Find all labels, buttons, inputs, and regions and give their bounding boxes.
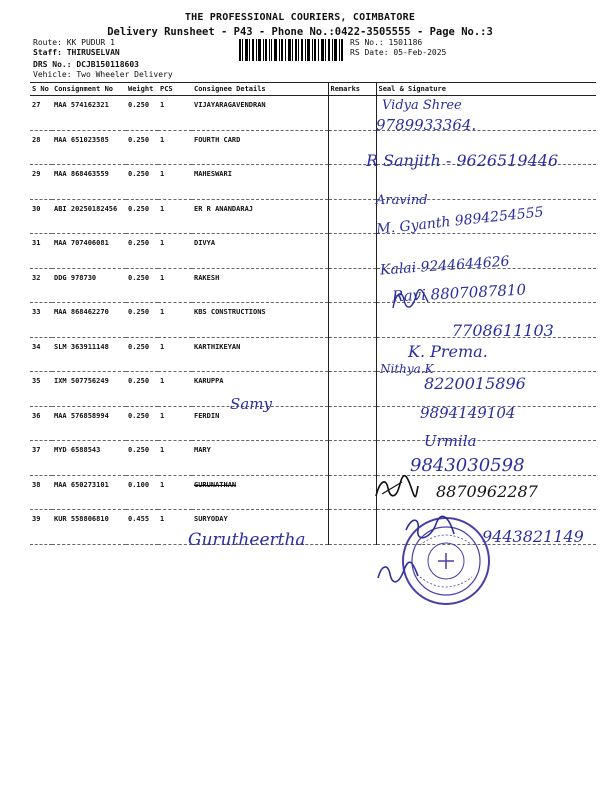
pcs-cell: 1 <box>158 199 192 234</box>
table-row <box>30 96 596 131</box>
handwriting-row38: Gurutheertha <box>188 530 306 550</box>
staff-label: Staff: THIRUSELVAN <box>33 48 120 57</box>
table-header-row <box>30 83 596 96</box>
sno-cell: 29 <box>30 165 52 200</box>
handwriting-row30-name: Aravind <box>376 193 428 208</box>
weight-cell: 0.250 <box>126 165 158 200</box>
rs-date: RS Date: 05-Feb-2025 <box>350 48 447 57</box>
remarks-cell <box>328 96 376 131</box>
sno-cell: 34 <box>30 337 52 372</box>
handwriting-row37-phone: 9843030598 <box>410 455 525 476</box>
consignment-cell: ABI 20250182456 <box>52 199 126 234</box>
col-sno: S No <box>30 83 52 96</box>
pcs-cell: 1 <box>158 130 192 165</box>
consignment-cell: MAA 868463559 <box>52 165 126 200</box>
handwriting-row32: Ravi 8807087810 <box>391 280 527 306</box>
weight-cell: 0.250 <box>126 372 158 407</box>
consignment-cell: SLM 363911148 <box>52 337 126 372</box>
col-pcs: PCS <box>158 83 192 96</box>
handwriting-row34-name: K. Prema. <box>408 342 488 361</box>
consignment-cell: MAA 651023585 <box>52 130 126 165</box>
consignee-cell: KARTHIKEYAN <box>192 337 328 372</box>
handwriting-row31: Kalai 9244644626 <box>379 253 511 279</box>
col-consignee: Consignee Details <box>192 83 328 96</box>
handwriting-row35-samy: Samy <box>230 395 272 413</box>
consignment-cell: MYD 6588543 <box>52 441 126 476</box>
consignment-cell: MAA 576858994 <box>52 406 126 441</box>
weight-cell: 0.250 <box>126 337 158 372</box>
consignment-cell: MAA 650273101 <box>52 475 126 510</box>
handwriting-row35: 9894149104 <box>420 404 516 422</box>
rs-number: RS No.: 1501186 <box>350 38 423 47</box>
remarks-cell <box>328 406 376 441</box>
weight-cell: 0.250 <box>126 406 158 441</box>
pcs-cell: 1 <box>158 337 192 372</box>
handwriting-row34-signer: Nithya.K <box>380 362 434 376</box>
weight-cell: 0.250 <box>126 199 158 234</box>
col-weight: Weight <box>126 83 158 96</box>
weight-cell: 0.250 <box>126 268 158 303</box>
route-label: Route: KK PUDUR 1 <box>33 38 115 47</box>
consignee-cell: FOURTH CARD <box>192 130 328 165</box>
consignment-cell: DDG 978730 <box>52 268 126 303</box>
consignee-cell: MAHESWARI <box>192 165 328 200</box>
vehicle-label: Vehicle: Two Wheeler Delivery <box>33 70 173 79</box>
table-row <box>30 337 596 372</box>
pcs-cell: 1 <box>158 234 192 269</box>
remarks-cell <box>328 372 376 407</box>
remarks-cell <box>328 268 376 303</box>
runsheet-subtitle: Delivery Runsheet - P43 - Phone No.:0422-3505555 - Page No.:3 <box>107 26 493 38</box>
consignee-cell: MARY <box>192 441 328 476</box>
handwriting-row33: 7708611103 <box>452 321 554 340</box>
pcs-cell: 1 <box>158 441 192 476</box>
remarks-cell <box>328 510 376 545</box>
sno-cell: 32 <box>30 268 52 303</box>
col-consignment: Consignment No <box>52 83 126 96</box>
consignee-cell: FERDIN <box>192 406 328 441</box>
handwriting-row34-phone: 8220015896 <box>424 374 526 393</box>
signature-scribble-row37 <box>372 474 420 502</box>
table-row <box>30 234 596 269</box>
weight-cell: 0.250 <box>126 130 158 165</box>
consignment-cell: MAA 868462270 <box>52 303 126 338</box>
consignee-cell: RAKESH <box>192 268 328 303</box>
remarks-cell <box>328 337 376 372</box>
handwriting-row37-phone2: 8870962287 <box>436 482 538 501</box>
pcs-cell: 1 <box>158 406 192 441</box>
handwriting-row27-name: Vidya Shree <box>382 98 462 113</box>
handwriting-row30-phone: M. Gyanth 9894254555 <box>375 204 545 238</box>
consignment-cell: KUR 558806810 <box>52 510 126 545</box>
barcode-image <box>238 39 344 61</box>
handwriting-row36: Urmila <box>424 432 477 450</box>
sno-cell: 28 <box>30 130 52 165</box>
sno-cell: 35 <box>30 372 52 407</box>
signature-scribble-row38 <box>372 512 492 592</box>
pcs-cell: 1 <box>158 268 192 303</box>
remarks-cell <box>328 475 376 510</box>
consignee-cell: GURUNATHAN <box>192 475 328 510</box>
weight-cell: 0.250 <box>126 303 158 338</box>
sno-cell: 39 <box>30 510 52 545</box>
sno-cell: 36 <box>30 406 52 441</box>
pcs-cell: 1 <box>158 303 192 338</box>
consignee-cell: ER R ANANDARAJ <box>192 199 328 234</box>
sno-cell: 30 <box>30 199 52 234</box>
pcs-cell: 1 <box>158 96 192 131</box>
sno-cell: 31 <box>30 234 52 269</box>
consignment-cell: MAA 574162321 <box>52 96 126 131</box>
weight-cell: 0.100 <box>126 475 158 510</box>
consignee-cell: DIVYA <box>192 234 328 269</box>
handwriting-row28: R Sanjith - 9626519446 <box>366 151 559 170</box>
weight-cell: 0.250 <box>126 96 158 131</box>
remarks-cell <box>328 441 376 476</box>
consignee-cell: SURYODAY <box>192 510 328 545</box>
sno-cell: 27 <box>30 96 52 131</box>
pcs-cell: 1 <box>158 510 192 545</box>
sno-cell: 38 <box>30 475 52 510</box>
pcs-cell: 1 <box>158 165 192 200</box>
col-seal-signature: Seal & Signature <box>376 83 596 96</box>
company-title: THE PROFESSIONAL COURIERS, COIMBATORE <box>184 12 416 23</box>
pcs-cell: 1 <box>158 475 192 510</box>
drs-number: DRS No.: DCJB150118603 <box>33 60 139 69</box>
sno-cell: 37 <box>30 441 52 476</box>
consignee-cell: KARUPPA <box>192 372 328 407</box>
remarks-cell <box>328 303 376 338</box>
consignee-cell: VIJAYARAGAVENDRAN <box>192 96 328 131</box>
weight-cell: 0.250 <box>126 234 158 269</box>
weight-cell: 0.455 <box>126 510 158 545</box>
weight-cell: 0.250 <box>126 441 158 476</box>
signature-scribble-row32 <box>390 288 430 312</box>
col-remarks: Remarks <box>328 83 376 96</box>
handwriting-row39: 9443821149 <box>482 527 584 546</box>
sno-cell: 33 <box>30 303 52 338</box>
remarks-cell <box>328 234 376 269</box>
pcs-cell: 1 <box>158 372 192 407</box>
consignment-cell: IXM 507756249 <box>52 372 126 407</box>
consignee-cell: KBS CONSTRUCTIONS <box>192 303 328 338</box>
consignment-cell: MAA 707406081 <box>52 234 126 269</box>
remarks-cell <box>328 199 376 234</box>
handwriting-row27-phone: 9789933364. <box>376 116 477 134</box>
